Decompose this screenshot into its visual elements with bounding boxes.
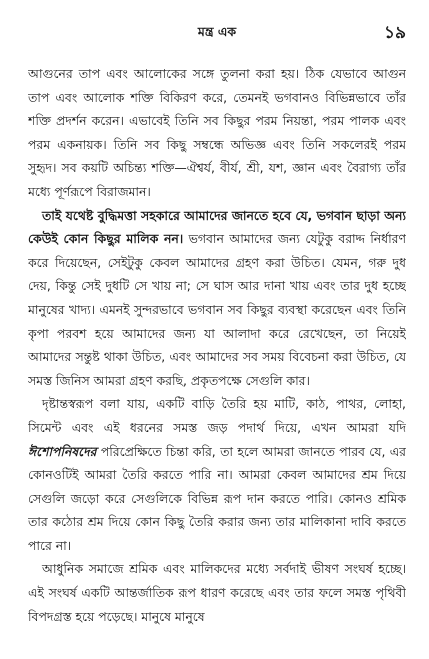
paragraph-4-text: আধুনিক সমাজে শ্রমিক এবং মালিকদের মধ্যে সর্বদাই ভীষণ সংঘর্ষ হচ্ছে। এই সংঘর্ষ একটি আন্তর্জাতিক রূপ ধারণ করেছে এবং তার ফলে সমস্ত পৃথিবী বিপদগ্রস্ত হয়ে পড়েছে। মানুষে মানুষে: [28, 561, 406, 624]
paragraph-2: [28, 204, 406, 393]
page-header: [28, 20, 406, 48]
paragraph-3-text-b: পরিপ্রেক্ষিতে চিন্তা করি, তা হলে আমরা জানতে পারব যে, এর কোনওটিই আমরা তৈরি করতে পারি না। আমরা কেবল আমাদের শ্রম দিয়ে সেগুলি জড়ো করে সেগুলিকে বিভিন্ন রূপ দান করতে পারি। কোনও শ্রমিক তার কঠোর শ্রম দিয়ে কোন কিছু তৈরি করার জন্য তার মালিকানা দাবি করতে পারে না।: [28, 443, 406, 553]
paragraph-2-text: ভগবান আমাদের জন্য যেটুকু বরাদ্দ নির্ধারণ করে দিয়েছেন, সেইটুকু কেবল আমাদের গ্রহণ করা উচিত। যেমন, গরু দুধ দেয়, কিন্তু সেই দুধটি সে খায় না; সে ঘাস আর দানা খায় এবং তার দুধ হচ্ছে মানুষের খাদ্য। এমনই সুন্দরভাবে ভগবান সব কিছুর ব্যবস্থা করেছেন এবং তিনি কৃপা পরবশ হয়ে আমাদের জন্য যা আলাদা করে রেখেছেন, তা নিয়েই আমাদের সন্তুষ্ট থাকা উচিত, এবং আমাদের সব সময় বিবেচনা করা উচিত, যে সমস্ত জিনিস আমরা গ্রহণ করছি, প্রকৃতপক্ষে সেগুলি কার।: [28, 231, 406, 388]
paragraph-2-bold-lead: তাই যথেষ্ট বুদ্ধিমত্তা সহকারে আমাদের জানতে হবে যে, ভগবান ছাড়া অন্য কেউই কোন কিছুর মালিক নন।: [28, 207, 406, 247]
running-title: মন্ত্র এক: [197, 24, 237, 39]
paragraph-3-text-a: দৃষ্টান্তস্বরূপ বলা যায়, একটি বাড়ি তৈরি হয় মাটি, কাঠ, পাথর, লোহা, সিমেন্ট এবং এই ধরনের সমস্ত জড় পদার্থ দিয়ে, এখন আমরা যদি: [28, 396, 406, 435]
book-page: [28, 20, 406, 650]
paragraph-1: [28, 62, 406, 204]
scripture-title: ঈশোপনিষদের: [28, 443, 97, 459]
body-text: [28, 62, 406, 628]
page-number: ১৯: [383, 23, 406, 43]
paragraph-1-text: আগুনের তাপ এবং আলোকের সঙ্গে তুলনা করা হয়। ঠিক যেভাবে আগুন তাপ এবং আলোক শক্তি বিকিরণ করে, তেমনই ভগবানও বিভিন্নভাবে তাঁর শক্তি প্রদর্শন করেন। এভাবেই তিনি সব কিছুর পরম নিয়ন্তা, পরম পালক এবং পরম একনায়ক। তিনি সব কিছু সম্বন্ধে অভিজ্ঞ এবং তিনি সকলেরই পরম সুহৃদ। সব কয়টি অচিন্ত্য শক্তি—ঐশ্বর্য, বীর্য, শ্রী, যশ, জ্ঞান এবং বৈরাগ্য তাঁর মধ্যে পূর্ণরূপে বিরাজমান।: [28, 66, 406, 199]
paragraph-4: [28, 557, 406, 628]
paragraph-3: [28, 392, 406, 557]
